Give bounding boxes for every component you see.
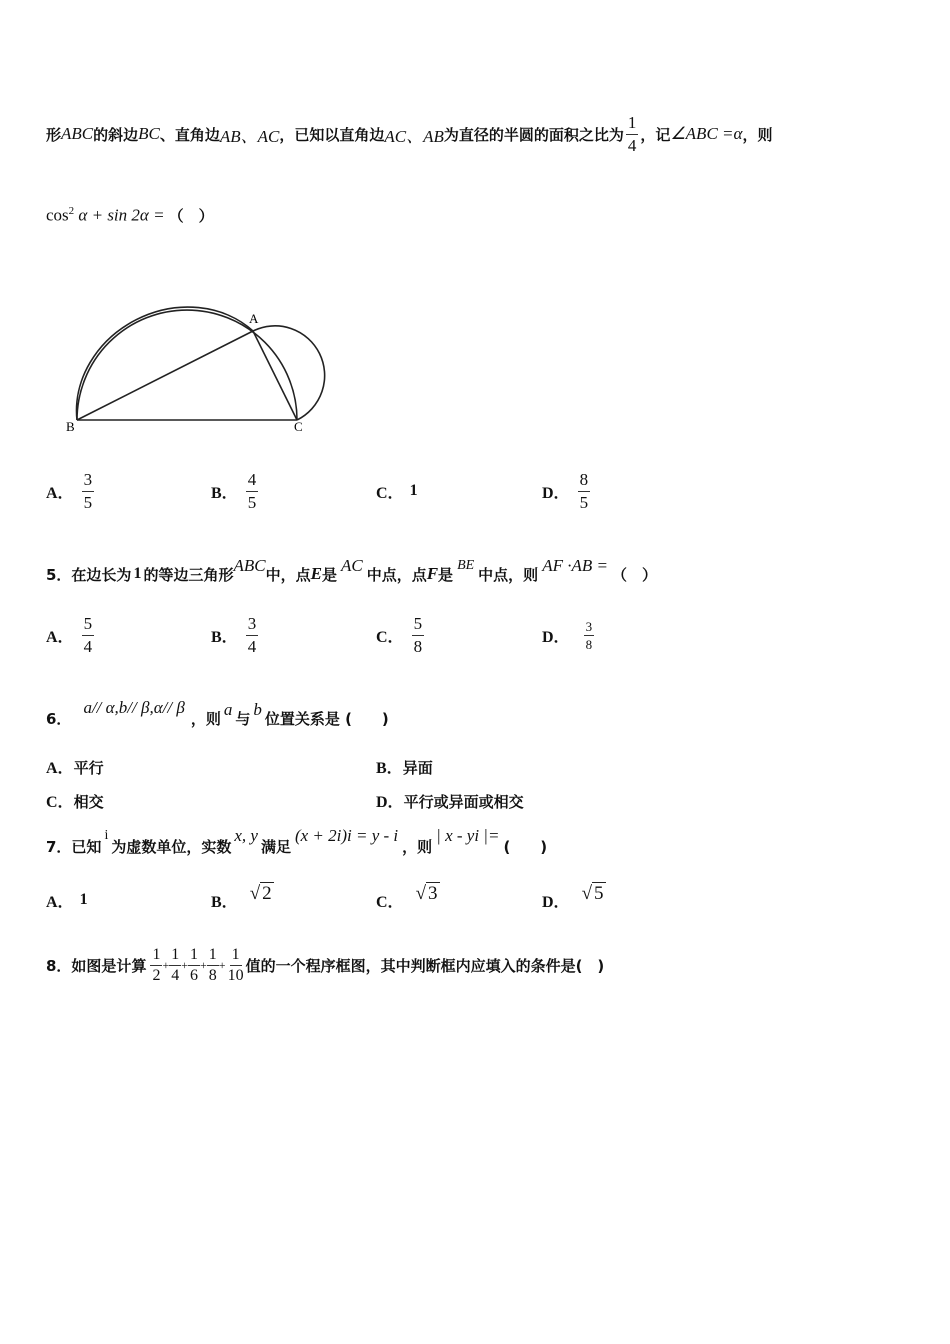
q4-answer-paren: （ ） — [168, 206, 214, 225]
q4-text-4: ，已知以直角边 — [279, 125, 385, 144]
point-c-label: C — [294, 419, 303, 434]
q5-option-a[interactable]: A． $\frac{5}{4}$ — [46, 613, 93, 656]
semicircle-ac — [253, 326, 325, 420]
q8-term-1: $\frac{1}{2}$ — [152, 945, 161, 984]
q4-text-7: ，则 — [742, 125, 773, 144]
q4-option-a[interactable]: A． $\frac{3}{5}$ — [46, 469, 93, 512]
q4-option-d-fraction: $\frac{8}{5}$ — [579, 469, 589, 512]
q6-option-a[interactable]: A．平行 — [46, 759, 104, 777]
q4-math-abc: ABC — [61, 124, 94, 143]
q4-math-ac-ab: AC、AB — [384, 126, 444, 146]
q5-option-a-fraction: $\frac{5}{4}$ — [83, 613, 93, 656]
q5-option-c[interactable]: C． $\frac{5}{8}$ — [376, 613, 423, 656]
q4-expr: $\cos^2 \alpha + \sin 2\alpha$ = — [46, 204, 165, 225]
q5-stem: 5．在边长为 1 的等边三角形 ABC 中，点 E 是 AC 中点，点 F 是 BE 中点，则 AF ·AB = （ ） — [46, 556, 657, 584]
q4-text-1: 形 — [46, 125, 62, 144]
q8-stem: 8．如图是计算 $\frac{1}{2}$ + $\frac{1}{4}$ + $\frac{1}{6}$ + $\frac{1}{8}$ + $\frac{1}{10}$ 值的一个程序框图，其中判断框内应填入的条件是( ) — [46, 945, 605, 984]
q5-option-c-fraction: $\frac{5}{8}$ — [413, 613, 423, 656]
q4-figure — [60, 270, 335, 440]
q8-term-4: $\frac{1}{8}$ — [208, 945, 217, 984]
point-b-label: B — [66, 419, 75, 434]
q4-option-c[interactable]: C． 1 — [376, 482, 418, 502]
q4-option-d[interactable]: D． $\frac{8}{5}$ — [542, 469, 589, 512]
q8-series: $\frac{1}{2}$ + $\frac{1}{4}$ + $\frac{1}{6}$ + $\frac{1}{8}$ + $\frac{1}{10}$ — [152, 945, 244, 984]
segment-ac — [253, 331, 297, 420]
q4-option-b[interactable]: B． $\frac{4}{5}$ — [211, 469, 257, 512]
q4-text-2: 的斜边 — [93, 125, 139, 144]
q5-option-d-fraction: $\frac{3}{8}$ — [585, 618, 593, 652]
q8-term-2: $\frac{1}{4}$ — [171, 945, 180, 984]
q6-option-b[interactable]: B．异面 — [376, 759, 433, 777]
sqrt-icon: √ 5 — [581, 883, 604, 904]
q4-option-b-fraction: $\frac{4}{5}$ — [247, 469, 257, 512]
q4-text-6: ，记 — [640, 125, 671, 144]
q7-stem: 7．已知 i 为虚数单位，实数 x, y 满足 (x + 2i)i = y - i ，则 | x - yi |= ( ) — [46, 826, 548, 856]
sqrt-icon: √ 2 — [249, 883, 272, 904]
q4-text-3: 、直角边 — [159, 125, 220, 144]
q6-option-d[interactable]: D．平行或异面或相交 — [376, 793, 524, 811]
q7-option-a[interactable]: A． 1 — [46, 891, 88, 911]
semicircle-ab — [76, 307, 253, 420]
q5-option-d[interactable]: D． $\frac{3}{8}$ — [542, 618, 593, 652]
sqrt-icon: √ 3 — [415, 883, 438, 904]
q5-option-b-fraction: $\frac{3}{4}$ — [247, 613, 257, 656]
q7-option-d[interactable]: D． √ 5 — [542, 883, 604, 911]
q6-option-c[interactable]: C．相交 — [46, 793, 104, 811]
q4-stem-line2 — [46, 200, 214, 230]
point-a-label: A — [249, 311, 259, 326]
q4-text-5: 为直径的半圆的面积之比为 — [443, 125, 624, 144]
q4-fraction-ratio: $\frac{1}{4}$ — [627, 112, 637, 155]
q8-term-5: $\frac{1}{10}$ — [227, 945, 244, 984]
q8-term-3: $\frac{1}{6}$ — [190, 945, 199, 984]
q6-stem: 6． a// α,b// β,α// β ，则 a 与 b 位置关系是 ( ) — [46, 698, 389, 728]
q4-stem-line1 — [46, 104, 772, 164]
q7-option-b[interactable]: B． √ 2 — [211, 883, 272, 911]
q4-option-a-fraction: $\frac{3}{5}$ — [83, 469, 93, 512]
q7-option-c[interactable]: C． √ 3 — [376, 883, 438, 911]
q4-math-ab-ac: AB、AC — [219, 126, 280, 146]
q4-math-bc: BC — [138, 124, 160, 143]
q4-math-angle: ∠ABC =α — [670, 124, 743, 143]
q5-option-b[interactable]: B． $\frac{3}{4}$ — [211, 613, 257, 656]
